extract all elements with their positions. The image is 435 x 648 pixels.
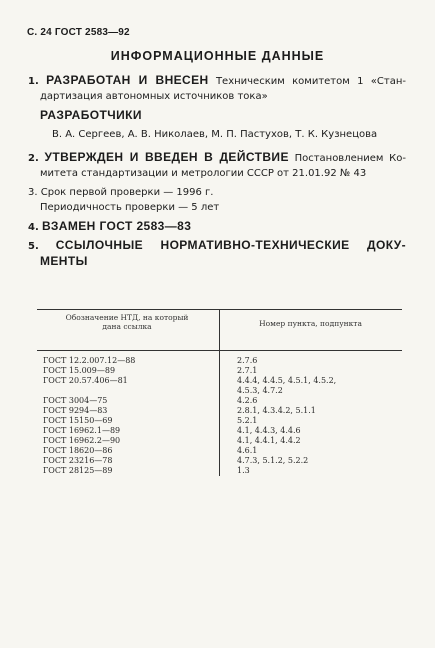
table-cell-item: 5.2.1 — [237, 416, 258, 425]
item-5-line-1 — [28, 238, 406, 254]
header-divider — [219, 310, 220, 350]
table-row — [37, 426, 402, 436]
item-2-number: 2. — [28, 153, 39, 164]
table-cell-doc: ГОСТ 16962.2—90 — [43, 436, 121, 445]
table-row — [37, 356, 402, 366]
table-row — [37, 386, 402, 396]
item-5 — [28, 238, 406, 269]
table-row — [37, 456, 402, 466]
col-1-header-line-2: дана ссылка — [102, 322, 152, 331]
table-header-col-2: Номер пункта, подпункта — [259, 319, 362, 328]
table-row — [37, 416, 402, 426]
item-1-text-2: дартизация автономных источников тока» — [40, 91, 268, 102]
item-1 — [28, 73, 406, 104]
table-cell-doc: ГОСТ 23216—78 — [43, 456, 113, 465]
table-cell-item: 1.3 — [237, 466, 250, 475]
item-2-caps: УТВЕРЖДЕН И ВВЕДЕН В ДЕЙСТВИЕ — [44, 150, 289, 164]
table-cell-item: 4.5.3, 4.7.2 — [237, 386, 283, 395]
item-3 — [28, 185, 406, 215]
table-cell-item: 4.6.1 — [237, 446, 258, 455]
table-cell-doc: ГОСТ 9294—83 — [43, 406, 108, 415]
table-cell-doc: ГОСТ 18620—86 — [43, 446, 113, 455]
item-2-text-2: митета стандартизации и метрологии СССР от 21.01.92 № 43 — [40, 168, 367, 179]
table-cell-item: 4.1, 4.4.3, 4.4.6 — [237, 426, 301, 435]
item-3-number: 3. — [28, 187, 38, 198]
references-table — [37, 309, 402, 476]
table-header — [37, 310, 402, 350]
item-5-number: 5. — [28, 241, 39, 252]
table-cell-item: 4.4.4, 4.4.5, 4.5.1, 4.5.2, — [237, 376, 337, 385]
table-cell-item: 4.7.3, 5.1.2, 5.2.2 — [237, 456, 309, 465]
item-1-caps: РАЗРАБОТАН И ВНЕСЕН — [46, 73, 209, 87]
developers-caps: РАЗРАБОТЧИКИ — [40, 108, 142, 122]
table-row — [37, 446, 402, 456]
table-row — [37, 396, 402, 406]
item-1-number: 1. — [28, 76, 39, 87]
table-cell-doc: ГОСТ 28125—89 — [43, 466, 113, 475]
developers-heading — [40, 108, 418, 124]
table-body — [37, 351, 402, 476]
section-title: ИНФОРМАЦИОННЫЕ ДАННЫЕ — [110, 49, 325, 63]
item-5-caps-2: МЕНТЫ — [40, 254, 88, 268]
col-1-header-line-1: Обозначение НТД, на который — [65, 313, 189, 322]
table-cell-doc: ГОСТ 20.57.406—81 — [43, 376, 128, 385]
table-row — [37, 366, 402, 376]
table-row — [37, 436, 402, 446]
item-3-line-1: Срок первой проверки — 1996 г. — [40, 187, 214, 198]
table-cell-doc: ГОСТ 16962.1—89 — [43, 426, 121, 435]
table-cell-item: 2.7.1 — [237, 366, 258, 375]
item-3-line-2: Периодичность проверки — 5 лет — [40, 202, 220, 213]
table-row — [37, 406, 402, 416]
table-row — [37, 376, 402, 386]
table-cell-doc: ГОСТ 12.2.007.12—88 — [43, 356, 136, 365]
item-1-text-1: Техническим комитетом 1 «Стан- — [215, 76, 407, 87]
table-cell-doc: ГОСТ 3004—75 — [43, 396, 108, 405]
table-cell-doc: ГОСТ 15150—69 — [43, 416, 113, 425]
item-4-number: 4. — [28, 222, 39, 233]
table-cell-item: 2.8.1, 4.3.4.2, 5.1.1 — [237, 406, 316, 415]
table-header-col-1 — [37, 313, 217, 331]
table-cell-item: 4.2.6 — [237, 396, 258, 405]
item-5-caps-1: ССЫЛОЧНЫЕ НОРМАТИВНО-ТЕХНИЧЕСКИЕ ДОКУ- — [55, 238, 406, 252]
item-1-line-1 — [28, 73, 406, 89]
item-2-text-1: Постановлением Ко- — [294, 153, 406, 164]
table-cell-item: 2.7.6 — [237, 356, 258, 365]
developers-names: В. А. Сергеев, А. В. Николаев, М. П. Пастухов, Т. К. Кузнецова — [52, 129, 378, 140]
item-2 — [28, 150, 406, 181]
table-cell-item: 4.1, 4.4.1, 4.4.2 — [237, 436, 301, 445]
table-cell-doc: ГОСТ 15.009—89 — [43, 366, 116, 375]
table-row — [37, 466, 402, 476]
item-4-caps: ВЗАМЕН ГОСТ 2583—83 — [41, 219, 192, 233]
page-header: С. 24 ГОСТ 2583—92 — [27, 27, 130, 38]
item-2-line-1 — [28, 150, 406, 166]
item-4 — [28, 219, 406, 235]
